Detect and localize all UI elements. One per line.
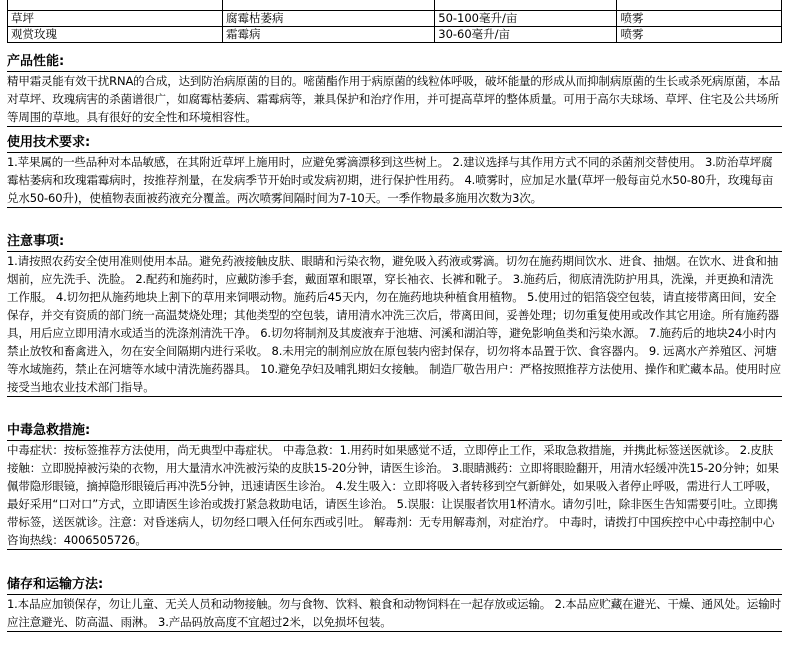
table-row [8, 27, 782, 43]
crop-cell: 草坪 [8, 11, 223, 27]
section-heading: 注意事项: [7, 232, 782, 252]
method-cell: 喷雾 [617, 11, 782, 27]
section-heading: 使用技术要求: [7, 133, 782, 153]
section-heading: 储存和运输方法: [7, 575, 782, 595]
section-heading: 产品性能: [7, 52, 782, 72]
table-row [8, 11, 782, 27]
dosage-cell: 50-100毫升/亩 [435, 11, 617, 27]
section-first-aid [7, 421, 782, 550]
section-body: 1.本品应加锁保存，勿让儿童、无关人员和动物接触。勿与食物、饮料、粮食和动物饲料在一起存放或运输。 2.本品应贮藏在避光、干燥、通风处。运输时应注意避光、防高温、雨淋。 3.产品码放高度不宜超过2米，以免损坏包装。 [7, 595, 782, 632]
section-precautions [7, 232, 782, 397]
crop-cell: 观赏玫瑰 [8, 27, 223, 43]
section-product-performance [7, 52, 782, 127]
section-heading: 中毒急救措施: [7, 421, 782, 441]
section-body: 精甲霜灵能有效干扰RNA的合成，达到防治病原菌的目的。嘧菌酯作用于病原菌的线粒体呼吸，破坏能量的形成从而抑制病原菌的生长或杀死病原菌，本品对草坪、玫瑰病害的杀菌谱很广，如腐霉枯萎病、霜霉病等，兼具保护和治疗作用，并可提高草坪的整体质量。可用于高尔夫球场、草坪、住宅及公共场所等周围的草地。具有很好的安全性和环境相容性。 [7, 72, 782, 127]
section-body: 中毒症状：按标签推荐方法使用，尚无典型中毒症状。 中毒急救：1.用药时如果感觉不适，立即停止工作，采取急救措施，并携此标签送医就诊。 2.皮肤接触：立即脱掉被污染的衣物，用大量清水冲洗被污染的皮肤15-20分钟，请医生诊治。 3.眼睛溅药：立即将眼睑翻开，用清水轻缓冲洗15-20分钟；如果佩带隐形眼镜，摘掉隐形眼镜后再冲洗5分钟，迅速请医生诊治。 4.发生吸入：立即将吸入者转移到空气新鲜处，如果吸入者停止呼吸，需进行人工呼吸，最好采用“口对口”方式，立即请医生诊治或拨打紧急救助电话，请医生诊治。 5.误服：让误服者饮用1杯清水。请勿引吐，除非医生告知需要引吐。立即携带标签，送医就诊。注意：对昏迷病人，切勿经口喂入任何东西或引吐。 解毒剂：无专用解毒剂，对症治疗。 中毒时，请拨打中国疾控中心中毒控制中心咨询热线：4006505726。 [7, 441, 782, 550]
method-cell: 喷雾 [617, 27, 782, 43]
section-body: 1.请按照农药安全使用准则使用本品。避免药液接触皮肤、眼睛和污染衣物，避免吸入药液或雾滴。切勿在施药期间饮水、进食、抽烟。在饮水、进食和抽烟前，应先洗手、洗脸。 2.配药和施药时，应戴防渗手套，戴面罩和眼罩，穿长袖衣、长裤和靴子。 3.施药后，彻底清洗防护用具，洗澡，并更换和清洗工作服。 4.切勿把从施药地块上割下的草用来饲喂动物。施药后45天内，勿在施药地块种植食用植物。 5.使用过的铝箔袋空包装，请直接带离田间，安全保存，并交有资质的部门统一高温焚烧处理；其他类型的空包装，请用清水冲洗三次后，带离田间，妥善处理；切勿重复使用或改作其它用途。所有施药器具，用后应立即用清水或适当的洗涤剂清洗干净。 6.切勿将制剂及其废液弃于池塘、河溪和湖泊等，避免影响鱼类和污染水源。 7.施药后的地块24小时内禁止放牧和畜禽进入，勿在安全间隔期内进行采收。 8.未用完的制剂应放在原包装内密封保存，切勿将本品置于饮、食容器内。 9. 远离水产养殖区、河塘等水域施药，禁止在河塘等水域中清洗施药器具。 10.避免孕妇及哺乳期妇女接触。 制造厂敬告用户：严格按照推荐方法使用、操作和贮藏本品。使用时应接受当地农业技术部门指导。 [7, 252, 782, 397]
target-cell: 霜霉病 [223, 27, 435, 43]
section-body: 1.苹果属的一些品种对本品敏感，在其附近草坪上施用时，应避免雾滴漂移到这些树上。 2.建议选择与其作用方式不同的杀菌剂交替使用。 3.防治草坪腐霉枯萎病和玫瑰霜霉病时，按推荐剂量，在发病季节开始时或发病初期，进行保护性用药。 4.喷雾时，应加足水量(草坪一般每亩兑水50-80升，玫瑰每亩兑水50-60升)，使植物表面被药液充分覆盖。两次喷雾间隔时间为7-10天。一季作物最多施用次数为3次。 [7, 153, 782, 208]
table-row-top-partial [8, 0, 782, 11]
target-cell: 腐霉枯萎病 [223, 11, 435, 27]
dosage-cell: 30-60毫升/亩 [435, 27, 617, 43]
usage-table [7, 0, 782, 43]
section-storage-transport [7, 575, 782, 632]
section-usage-requirements [7, 133, 782, 208]
